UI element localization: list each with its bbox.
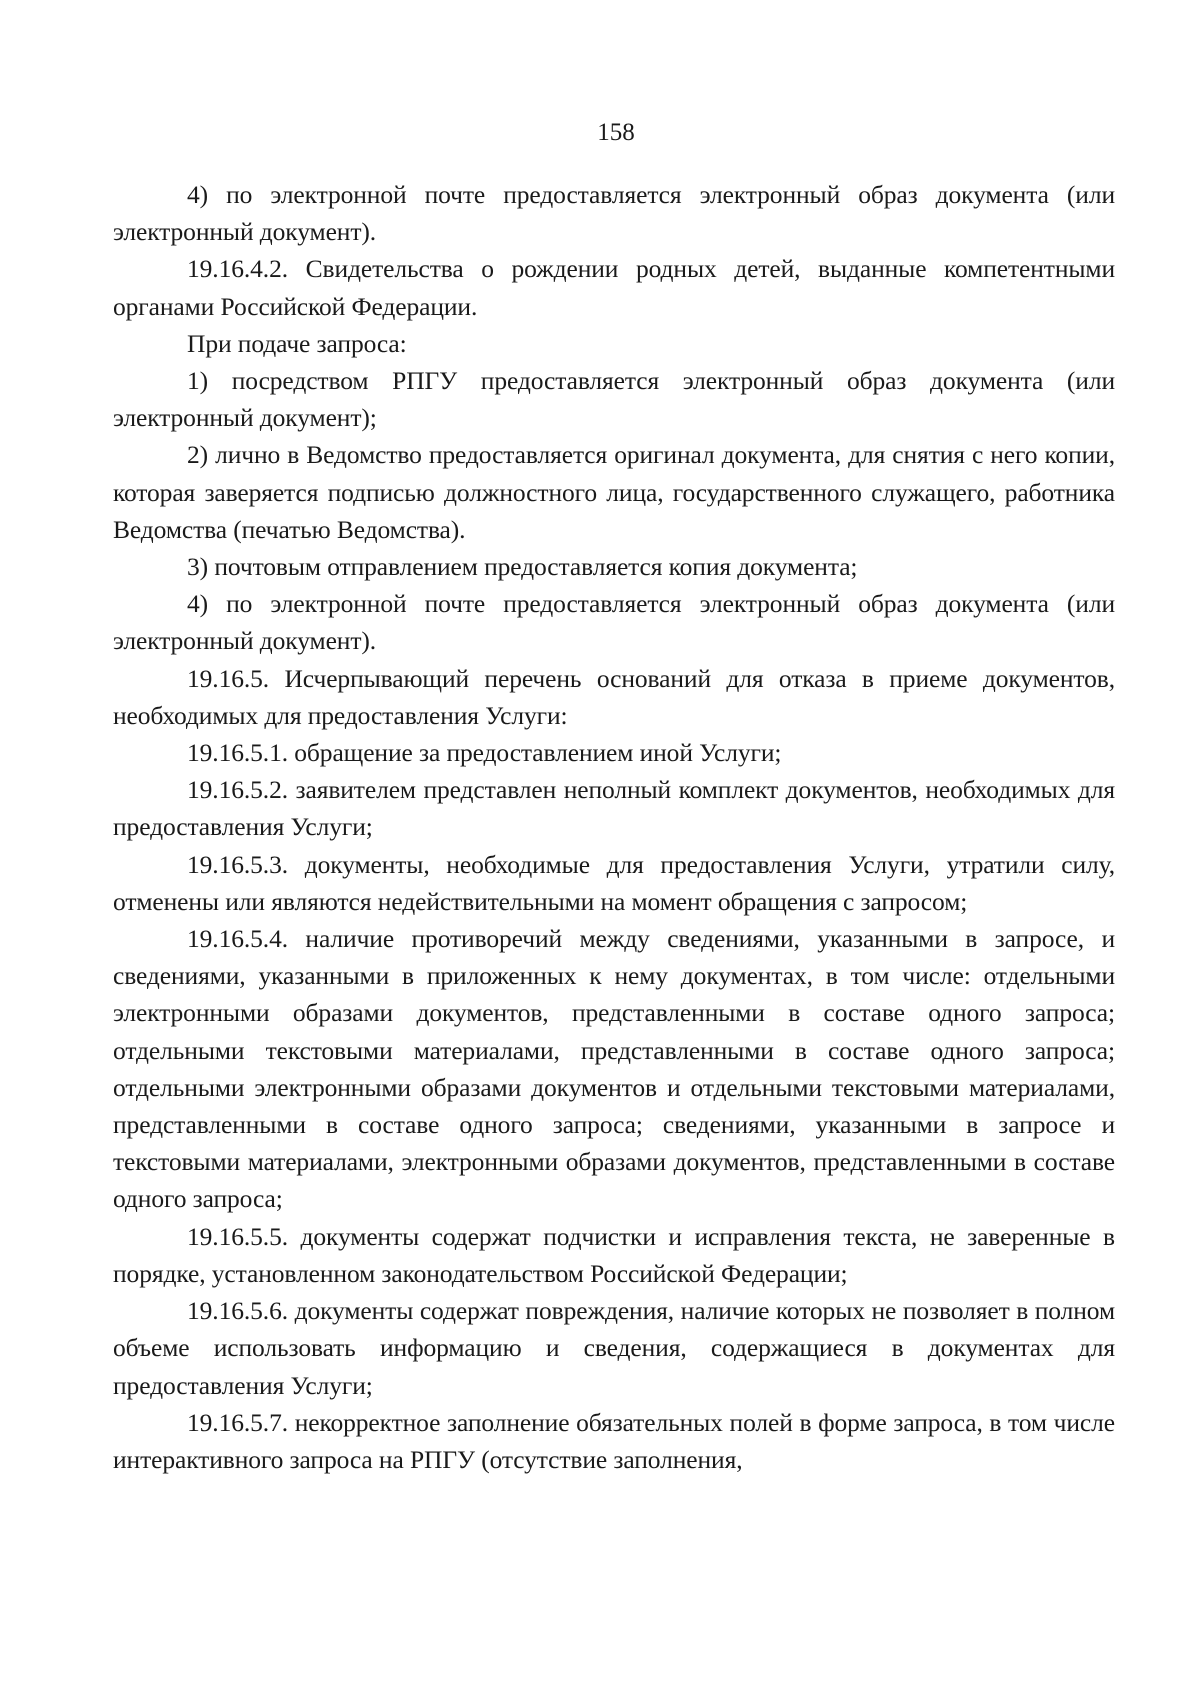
paragraph-email-submission: 4) по электронной почте предоставляется электронный образ документа (или электронный документ). (113, 180, 1115, 247)
paragraph-postal-submission: 3) почтовым отправлением предоставляется копия документа; (187, 552, 858, 582)
paragraph-19-16-5-2: 19.16.5.2. заявителем представлен неполный комплект документов, необходимых для предоставления Услуги; (113, 775, 1115, 842)
page-number: 158 (597, 119, 635, 146)
paragraph-19-16-4-2: 19.16.4.2. Свидетельства о рождении родных детей, выданные компетентными органами Российской Федерации. (113, 254, 1115, 321)
paragraph-email-submission-2: 4) по электронной почте предоставляется электронный образ документа (или электронный документ). (113, 589, 1115, 656)
paragraph-19-16-5: 19.16.5. Исчерпывающий перечень оснований для отказа в приеме документов, необходимых для предоставления Услуги: (113, 663, 1115, 730)
paragraph-19-16-5-1: 19.16.5.1. обращение за предоставлением иной Услуги; (187, 738, 782, 768)
paragraph-rpgu-submission: 1) посредством РПГУ предоставляется электронный образ документа (или электронный документ); (113, 366, 1115, 433)
paragraph-submission-intro: При подаче запроса: (187, 328, 407, 358)
paragraph-19-16-5-4: 19.16.5.4. наличие противоречий между сведениями, указанными в запросе, и сведениями, указанными в приложенных к нему документах, в том числе: отдельными электронными образами документов, представленными в составе одного запроса; отдельными текстовыми материалами, представленными в составе одного запроса; отдельными электронными образами документов и отдельными текстовыми материалами, представленными в составе одного запроса; сведениями, указанными в запросе и текстовыми материалами, электронными образами документов, представленными в составе одного запроса; (113, 924, 1115, 1214)
paragraph-19-16-5-6: 19.16.5.6. документы содержат повреждения, наличие которых не позволяет в полном объеме использовать информацию и сведения, содержащиеся в документах для предоставления Услуги; (113, 1296, 1115, 1400)
paragraph-19-16-5-7: 19.16.5.7. некорректное заполнение обязательных полей в форме запроса, в том числе интерактивного запроса на РПГУ (отсутствие заполнения, (113, 1407, 1115, 1474)
document-body (113, 176, 1115, 1478)
paragraph-in-person-submission: 2) лично в Ведомство предоставляется оригинал документа, для снятия с него копии, которая заверяется подписью должностного лица, государственного служащего, работника Ведомства (печатью Ведомства). (113, 440, 1115, 544)
paragraph-19-16-5-5: 19.16.5.5. документы содержат подчистки и исправления текста, не заверенные в порядке, установленном законодательством Российской Федерации; (113, 1221, 1115, 1288)
paragraph-19-16-5-3: 19.16.5.3. документы, необходимые для предоставления Услуги, утратили силу, отменены или являются недействительными на момент обращения с запросом; (113, 849, 1115, 916)
